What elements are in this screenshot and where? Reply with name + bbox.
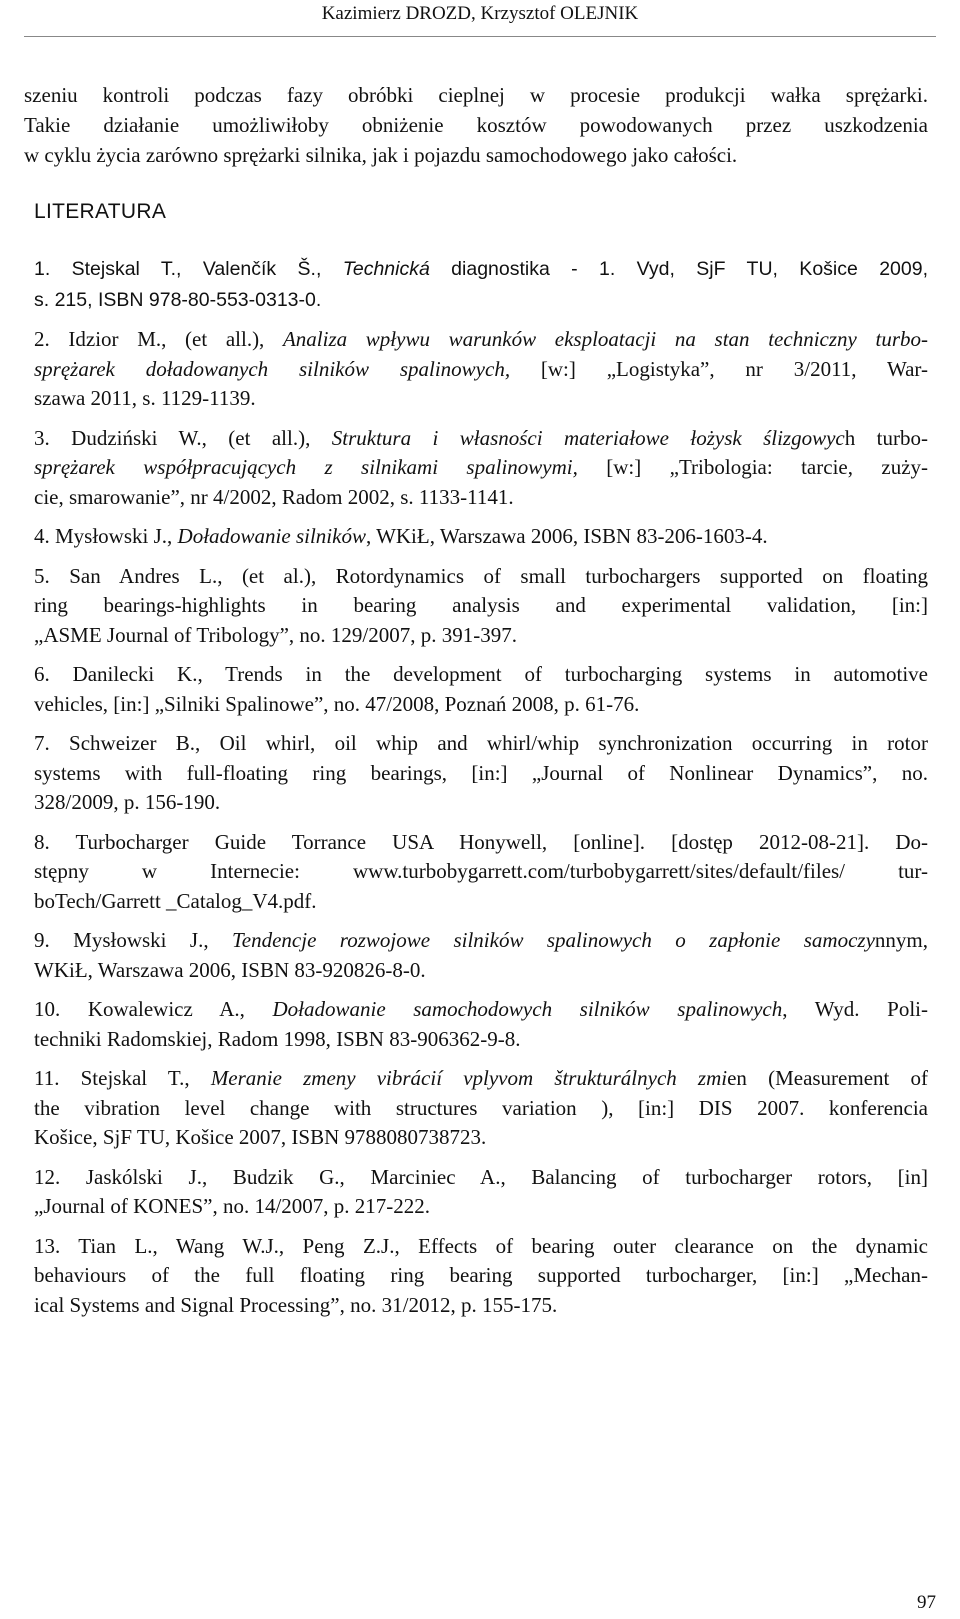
intro-paragraph <box>24 80 928 170</box>
reference-list <box>34 254 928 1330</box>
reference-line <box>34 522 928 552</box>
reference-line <box>34 995 928 1025</box>
reference-text: systems with full-floating ring bearings, [in:] „Journal of Nonlinear Dynamics”, no. <box>34 760 928 785</box>
reference-line <box>34 355 928 385</box>
reference-text: Tendencje rozwojowe silników spalinowych o zapłonie samoczy <box>232 928 875 952</box>
reference-text: en (Measurement of <box>727 1066 929 1090</box>
reference-line <box>34 384 928 414</box>
reference-text: 5. San Andres L., (et al.), Rotordynamics of small turbochargers supported on floating <box>34 563 928 588</box>
reference-text: 11. Stejskal T., <box>34 1066 211 1090</box>
reference-text: Analiza wpływu warunków eksploatacji na stan techniczny turbo- <box>282 327 928 351</box>
reference-line <box>34 1123 928 1153</box>
reference-item <box>34 995 928 1054</box>
intro-line: szeniu kontroli podczas fazy obróbki cieplnej w procesie produkcji wałka sprężarki. <box>24 83 928 107</box>
intro-line: w cyklu życia zarówno sprężarki silnika, jak i pojazdu samochodowego jako całości. <box>24 143 738 167</box>
reference-text: h turbo- <box>844 425 928 450</box>
reference-text: sprężarek doładowanych silników spalinowych, <box>34 356 511 381</box>
reference-line <box>34 453 928 483</box>
reference-line <box>34 285 928 316</box>
reference-text: 328/2009, p. 156-190. <box>34 790 221 814</box>
reference-item <box>34 729 928 818</box>
reference-text: Košice, SjF TU, Košice 2007, ISBN 9788080738723. <box>34 1125 487 1149</box>
reference-text: 6. Danilecki K., Trends in the development of turbocharging systems in automotive <box>34 662 928 686</box>
reference-text: s. 215, ISBN 978-80-553-0313-0. <box>34 288 322 311</box>
reference-line <box>34 1163 928 1193</box>
reference-item <box>34 660 928 719</box>
reference-text: [w:] „Logistyka”, nr 3/2011, War- <box>510 356 929 381</box>
reference-text: Meranie zmeny vibrácií vplyvom štrukturálnych zmi <box>210 1066 728 1090</box>
reference-text: 4. Mysłowski J., <box>34 524 178 548</box>
page-number: 97 <box>917 1592 936 1613</box>
reference-text: diagnostika - 1. Vyd, SjF TU, Košice 2009, <box>429 258 928 280</box>
reference-line <box>34 729 928 759</box>
reference-line <box>34 562 928 592</box>
reference-line <box>34 1064 928 1094</box>
reference-text: ring bearings-highlights in bearing analysis and experimental validation, [in:] <box>34 593 928 617</box>
reference-text: 13. Tian L., Wang W.J., Peng Z.J., Effects of bearing outer clearance on the dynamic <box>34 1233 928 1258</box>
reference-text: boTech/Garrett _Catalog_V4.pdf. <box>34 888 317 913</box>
reference-text: „ASME Journal of Tribology”, no. 129/2007, p. 391-397. <box>34 622 517 647</box>
reference-item <box>34 926 928 985</box>
reference-line <box>34 690 928 720</box>
reference-item <box>34 828 928 917</box>
reference-line <box>34 325 928 355</box>
reference-item <box>34 522 928 552</box>
reference-text: the vibration level change with structures variation ), [in:] DIS 2007. konferencia <box>34 1095 928 1120</box>
reference-item <box>34 562 928 651</box>
reference-item <box>34 1232 928 1321</box>
reference-item <box>34 1163 928 1222</box>
reference-text: 12. Jaskólski J., Budzik G., Marciniec A., Balancing of turbocharger rotors, [in] <box>34 1164 928 1189</box>
reference-text: Doładowanie silników <box>177 524 366 548</box>
reference-text: [w:] „Tribologia: tarcie, zuży- <box>577 455 929 479</box>
reference-text: sprężarek współpracujących z silnikami spalinowymi, <box>34 455 578 479</box>
reference-line <box>34 759 928 789</box>
reference-line <box>34 828 928 858</box>
reference-text: 3. Dudziński W., (et all.), <box>34 425 332 450</box>
reference-text: 8. Turbocharger Guide Torrance USA Honywell, [online]. [dostęp 2012-08-21]. Do- <box>34 829 928 854</box>
header-rule <box>24 36 936 37</box>
reference-text: „Journal of KONES”, no. 14/2007, p. 217-222. <box>34 1194 431 1218</box>
reference-line <box>34 1025 928 1055</box>
reference-text: vehicles, [in:] „Silniki Spalinowe”, no. 47/2008, Poznań 2008, p. 61-76. <box>34 691 640 716</box>
reference-item <box>34 1064 928 1153</box>
running-header: Kazimierz DROZD, Krzysztof OLEJNIK <box>321 3 639 24</box>
reference-line <box>34 660 928 690</box>
reference-text: 10. Kowalewicz A., <box>34 997 273 1021</box>
reference-line <box>34 483 928 513</box>
reference-text: szawa 2011, s. 1129-1139. <box>34 386 256 410</box>
reference-text: 2. Idzior M., (et all.), <box>34 327 283 351</box>
reference-line <box>34 621 928 651</box>
reference-text: cie, smarowanie”, nr 4/2002, Radom 2002, s. 1133-1141. <box>34 484 514 509</box>
reference-text: 1. Stejskal T., Valenčík Š., <box>34 258 343 280</box>
reference-text: Struktura i własności materiałowe łożysk ślizgowyc <box>331 425 845 450</box>
section-heading: LITERATURA <box>34 200 167 223</box>
reference-line <box>34 1232 928 1262</box>
reference-text: ical Systems and Signal Processing”, no. 31/2012, p. 155-175. <box>34 1292 558 1317</box>
reference-text: , WKiŁ, Warszawa 2006, ISBN 83-206-1603-4. <box>365 524 768 548</box>
reference-line <box>34 857 928 887</box>
reference-line <box>34 926 928 956</box>
reference-line <box>34 254 928 285</box>
reference-line <box>34 591 928 621</box>
reference-item <box>34 254 928 315</box>
reference-line <box>34 1261 928 1291</box>
reference-text: Technická <box>342 258 430 280</box>
reference-text: Doładowanie samochodowych silników spalinowych <box>272 997 783 1021</box>
reference-line <box>34 887 928 917</box>
reference-text: techniki Radomskiej, Radom 1998, ISBN 83-906362-9-8. <box>34 1026 521 1051</box>
reference-text: 9. Mysłowski J., <box>34 928 233 952</box>
reference-text: , Wyd. Poli- <box>782 997 928 1021</box>
reference-text: behaviours of the full floating ring bearing supported turbocharger, [in:] „Mechan- <box>34 1263 928 1287</box>
reference-line <box>34 1291 928 1321</box>
reference-item <box>34 325 928 414</box>
reference-item <box>34 424 928 513</box>
reference-text: stępny w Internecie: www.turbobygarrett.com/turbobygarrett/sites/default/files/ tur- <box>34 859 928 883</box>
reference-line <box>34 1192 928 1222</box>
reference-line <box>34 788 928 818</box>
reference-line <box>34 956 928 986</box>
intro-line: Takie działanie umożliwiłoby obniżenie kosztów powodowanych przez uszkodzenia <box>24 113 928 137</box>
reference-text: WKiŁ, Warszawa 2006, ISBN 83-920826-8-0. <box>34 957 426 982</box>
reference-line <box>34 424 928 454</box>
reference-text: nnym, <box>874 928 928 952</box>
reference-line <box>34 1094 928 1124</box>
reference-text: 7. Schweizer B., Oil whirl, oil whip and whirl/whip synchronization occurring in rotor <box>34 731 928 755</box>
